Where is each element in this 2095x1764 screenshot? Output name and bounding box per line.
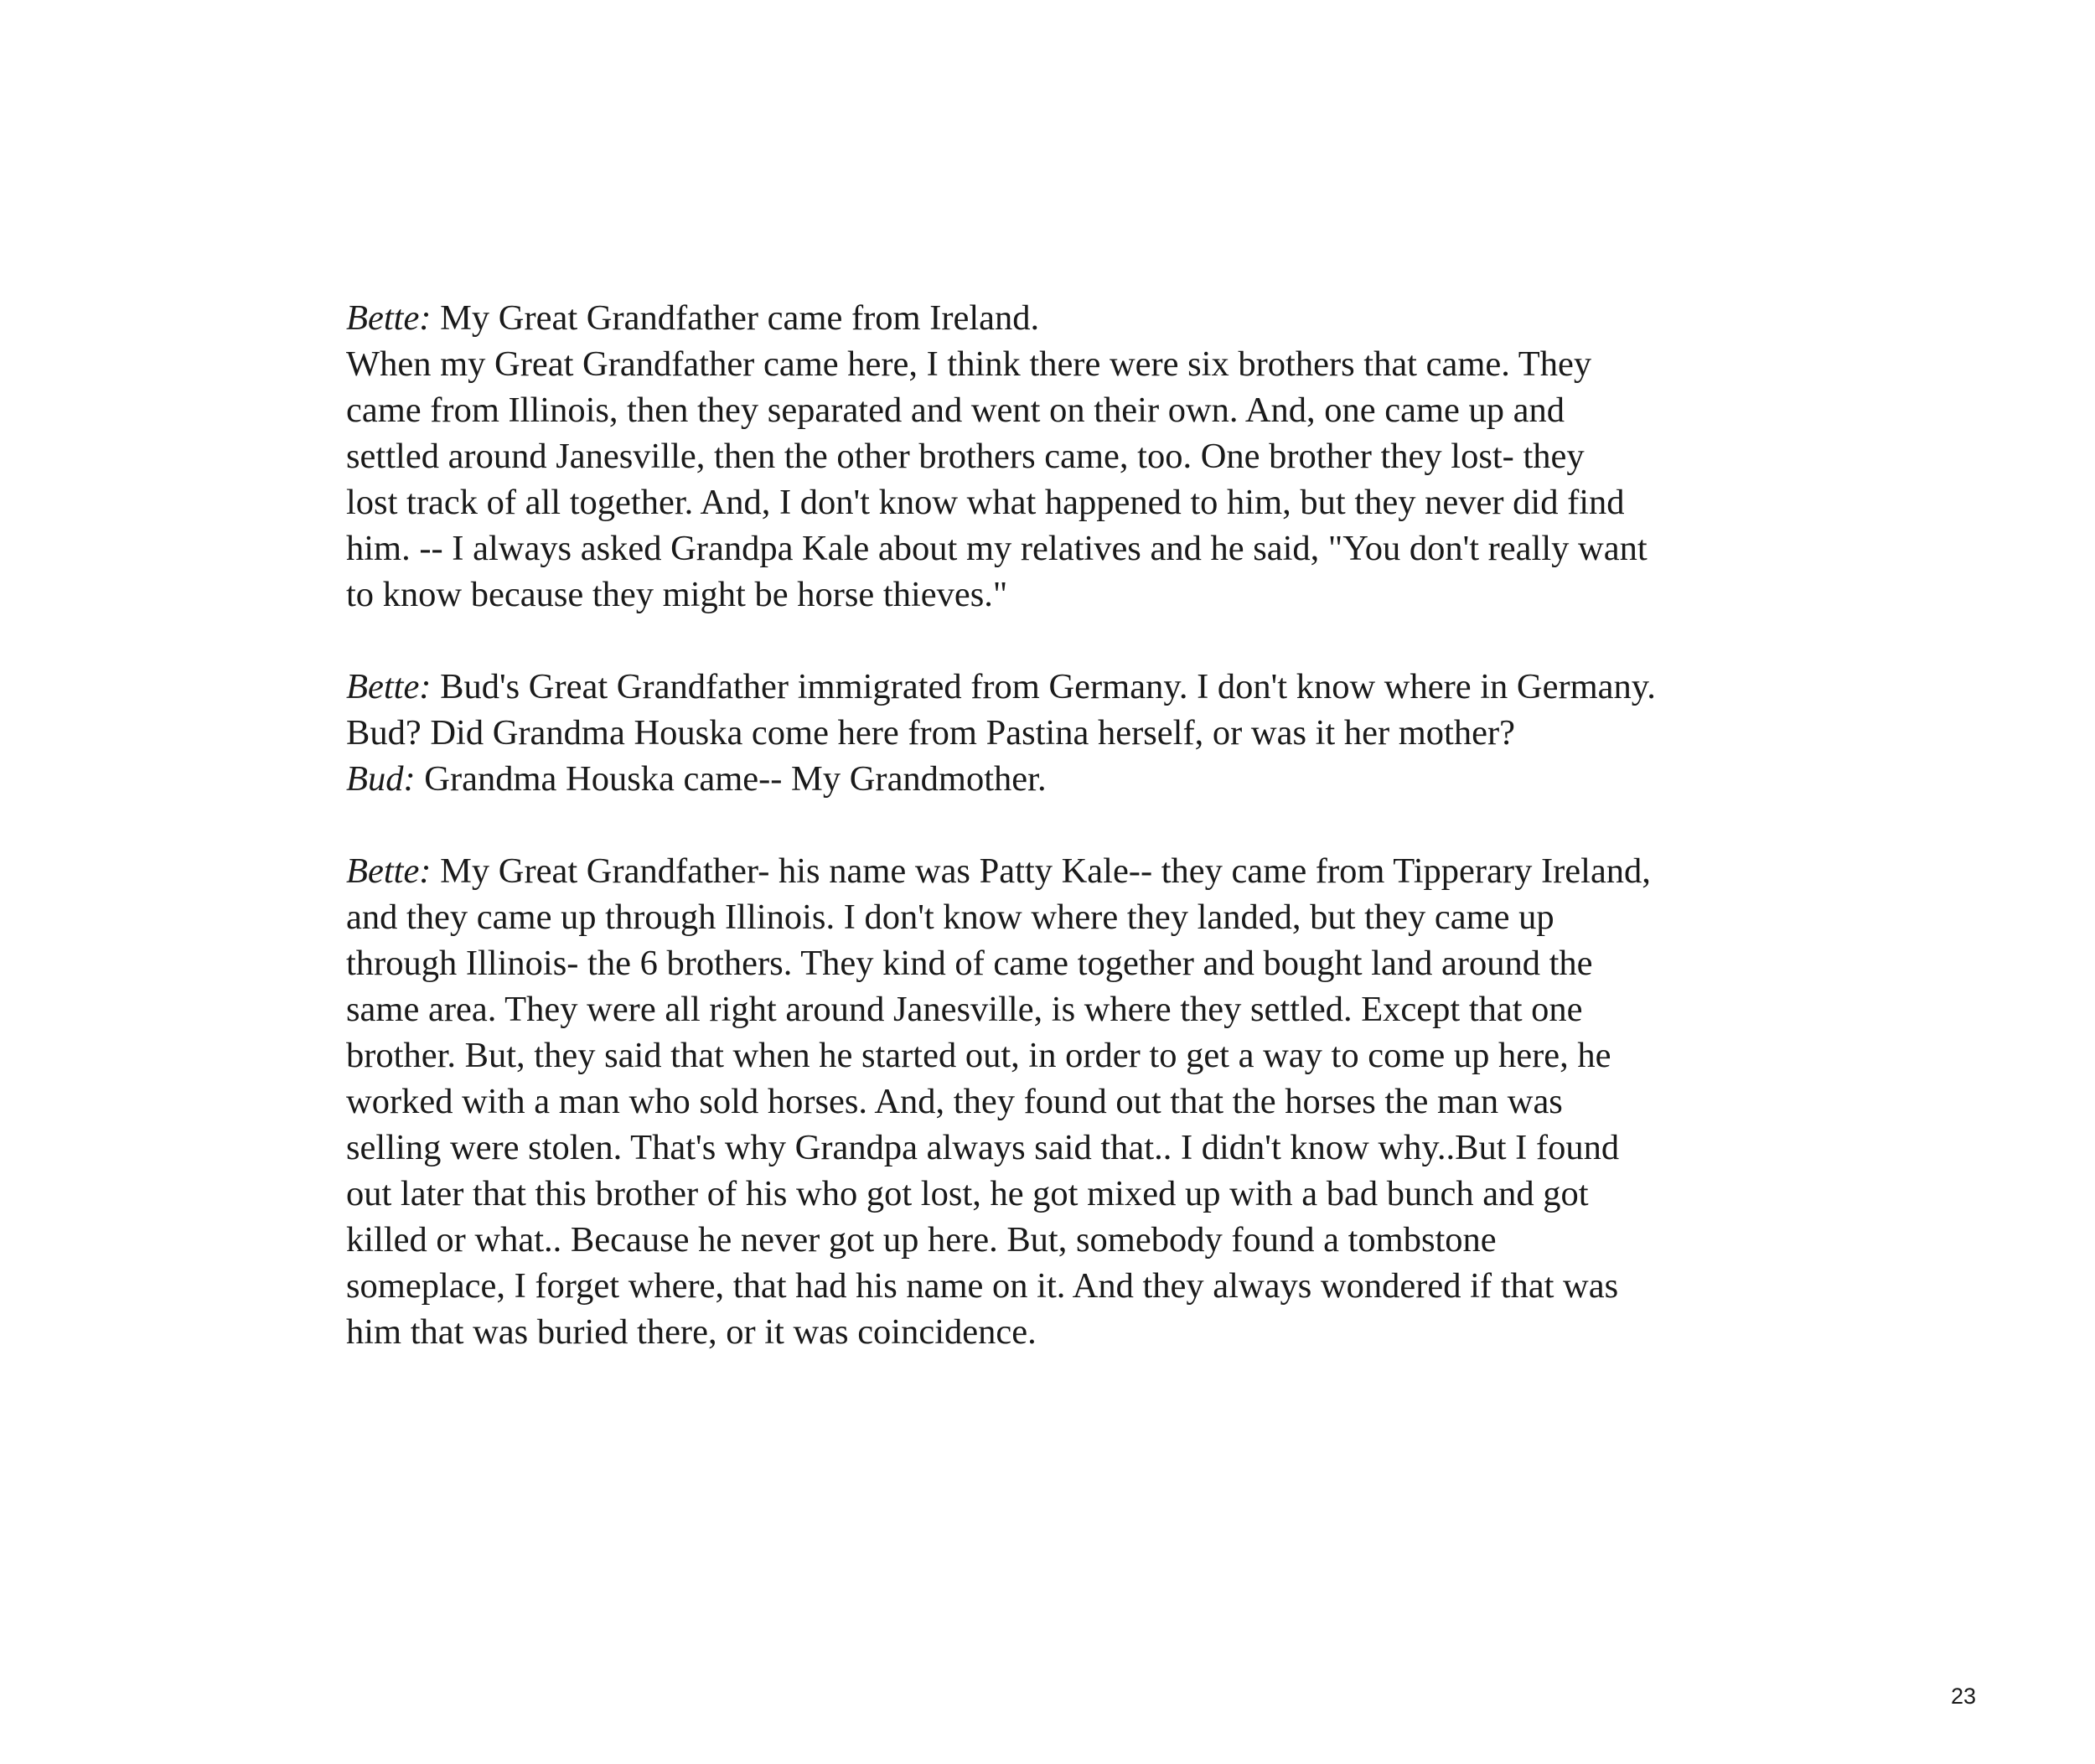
transcript-line: brother. But, they said that when he started out, in order to get a way to come up here, he	[346, 1036, 1611, 1075]
transcript-line: settled around Janesville, then the other brothers came, too. One brother they lost- they	[346, 437, 1585, 476]
transcript-line	[346, 756, 1913, 802]
transcript-line: him. -- I always asked Grandpa Kale about my relatives and he said, "You don't really want	[346, 529, 1648, 568]
transcript-line: same area. They were all right around Janesville, is where they settled. Except that one	[346, 990, 1583, 1029]
transcript-line: worked with a man who sold horses. And, they found out that the horses the man was	[346, 1082, 1563, 1121]
transcript-line: and they came up through Illinois. I don't know where they landed, but they came up	[346, 898, 1554, 937]
paragraph-3	[346, 848, 1913, 1355]
transcript-line	[346, 295, 1913, 341]
paragraph-2	[346, 664, 1913, 802]
line-text: My Great Grandfather came from Ireland.	[431, 298, 1040, 338]
transcript-line: When my Great Grandfather came here, I think there were six brothers that came. They	[346, 344, 1592, 384]
transcript-line: came from Illinois, then they separated and went on their own. And, one came up and	[346, 391, 1565, 430]
transcript-line: killed or what.. Because he never got up here. But, somebody found a tombstone	[346, 1220, 1497, 1260]
speaker-label: Bud:	[346, 759, 416, 799]
transcript-line: selling were stolen. That's why Grandpa always said that.. I didn't know why..But I found	[346, 1128, 1620, 1167]
transcript-line	[346, 664, 1913, 710]
speaker-label: Bette:	[346, 851, 432, 891]
transcript-line	[346, 848, 1913, 894]
speaker-label: Bette:	[346, 667, 432, 706]
transcript-line: to know because they might be horse thieves."	[346, 575, 1008, 614]
paragraph-1	[346, 295, 1913, 618]
line-text: Bud's Great Grandfather immigrated from Germany. I don't know where in Germany.	[431, 667, 1656, 706]
page-number: 23	[1951, 1684, 1977, 1709]
transcript-line: Bud? Did Grandma Houska come here from Pastina herself, or was it her mother?	[346, 713, 1515, 753]
transcript-line: out later that this brother of his who got lost, he got mixed up with a bad bunch and got	[346, 1174, 1589, 1213]
line-text: Grandma Houska came-- My Grandmother.	[415, 759, 1047, 799]
transcript-line: lost track of all together. And, I don't know what happened to him, but they never did find	[346, 483, 1625, 522]
line-text: My Great Grandfather- his name was Patty Kale-- they came from Tipperary Ireland,	[431, 851, 1651, 891]
transcript-line: someplace, I forget where, that had his name on it. And they always wondered if that was	[346, 1266, 1619, 1306]
transcript-line: him that was buried there, or it was coincidence.	[346, 1312, 1037, 1352]
speaker-label: Bette:	[346, 298, 432, 338]
interview-transcript	[346, 295, 1913, 1355]
transcript-line: through Illinois- the 6 brothers. They kind of came together and bought land around the	[346, 944, 1593, 983]
